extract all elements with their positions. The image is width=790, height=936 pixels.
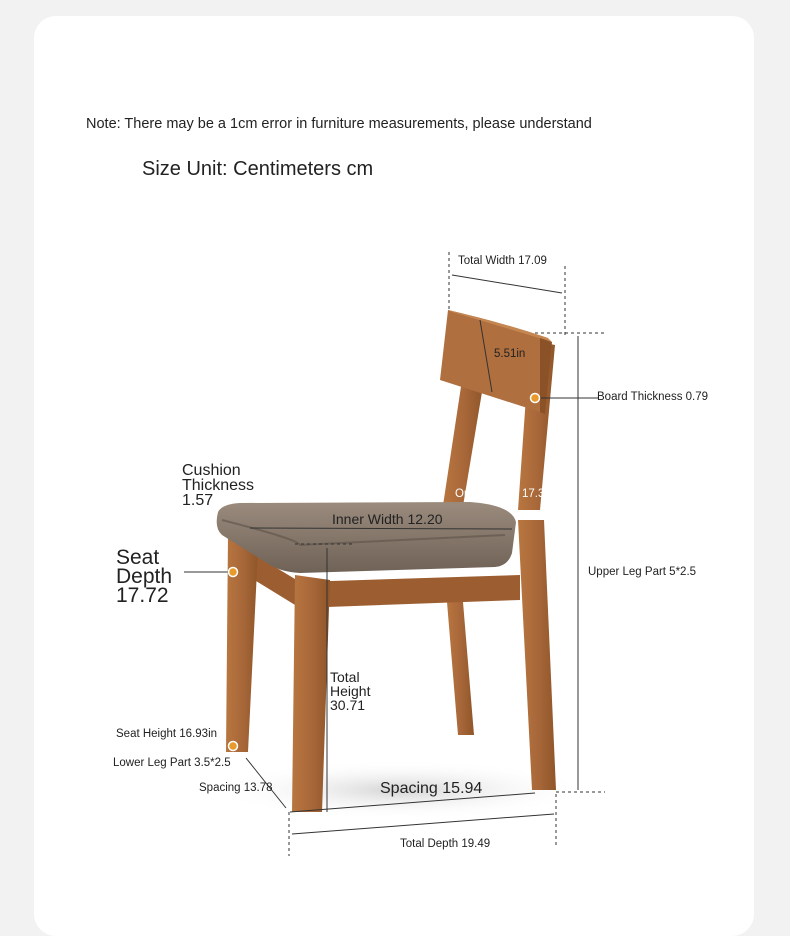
cushion-thickness-label: Cushion Thickness 1.57 bbox=[182, 462, 255, 509]
seat-depth-label: Seat Depth 17.72 bbox=[116, 546, 173, 607]
size-unit-heading: Size Unit: Centimeters cm bbox=[142, 158, 374, 180]
total-depth-label: Total Depth 19.49 bbox=[400, 838, 491, 850]
rear-left-leg bbox=[446, 590, 474, 735]
board-thickness-marker bbox=[531, 394, 540, 403]
inner-width-label: Inner Width 12.20 bbox=[332, 511, 443, 527]
lower-leg-marker bbox=[229, 742, 238, 751]
outer-width-label: Out bbox=[455, 488, 474, 500]
front-spacing-label: Spacing 15.94 bbox=[380, 780, 483, 797]
board-thickness-label: Board Thickness 0.79 bbox=[597, 391, 709, 403]
seat-height-label: Seat Height 16.93in bbox=[116, 728, 218, 740]
measurement-note: Note: There may be a 1cm error in furniture measurements, please understand bbox=[86, 116, 592, 132]
upper-leg-part-label: Upper Leg Part 5*2.5 bbox=[588, 566, 697, 578]
seat-depth-marker bbox=[229, 568, 238, 577]
lower-leg-part-label: Lower Leg Part 3.5*2.5 bbox=[113, 757, 231, 769]
right-rear-leg bbox=[518, 520, 556, 790]
total-width-label: Total Width 17.09 bbox=[458, 255, 547, 267]
side-spacing-label: Spacing 13.78 bbox=[199, 782, 273, 794]
total-height-label: Total Height 30.71 bbox=[330, 669, 371, 713]
outer-width-value: 17.3 bbox=[522, 488, 545, 500]
back-height-label: 5.51in bbox=[494, 348, 526, 360]
